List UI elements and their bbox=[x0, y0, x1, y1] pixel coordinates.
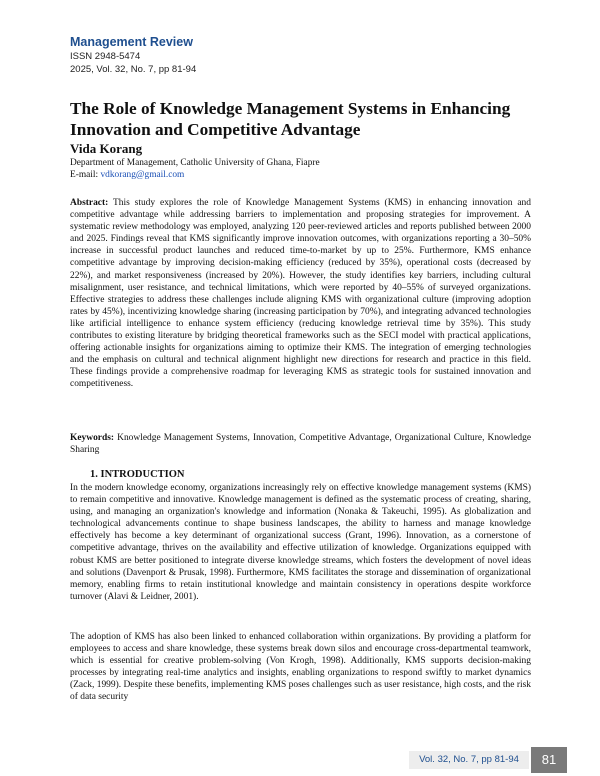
abstract-text: This study explores the role of Knowledge Management Systems (KMS) in enhancing innovation and competitive advantage while addressing barriers to implementation and proposing strategies for improvement. A systematic review methodology was employed, analyzing 120 peer-reviewed articles and reports published between 2000 and 2025. Findings reveal that KMS significantly improve innovation outcomes, with organizations reporting a 30–50% increase in successful product launches and reduced time-to-market by up to 25%. Furthermore, KMS enhance competitive advantage by improving decision-making efficiency (reduced by 35%), operational costs (decreased by 22%), and market responsiveness (increased by 20%). However, the study identifies key barriers, including cultural misalignment, user resistance, and technical limitations, which were reported by 40–55% of surveyed organizations. Effective strategies to address these challenges include aligning KMS with organizational culture (improving adoption rates by 45%), incentivizing knowledge sharing (increasing participation by 70%), and integrating advanced technologies like artificial intelligence to enhance system efficiency (reducing knowledge retrieval time by 35%). This study contributes to existing literature by bridging theoretical frameworks such as the SECI model with practical applications, offering actionable insights for organizations aiming to optimize their KMS. The integration of emerging technologies and the emphasis on cultural and technical alignment highlight new directions for research and practice in this field. These findings provide a comprehensive roadmap for leveraging KMS as strategic tools for sustained innovation and competitiveness. bbox=[70, 198, 531, 390]
keywords bbox=[70, 432, 531, 456]
journal-issue: 2025, Vol. 32, No. 7, pp 81-94 bbox=[70, 64, 197, 75]
email-link[interactable]: vdkorang@gmail.com bbox=[100, 169, 185, 180]
email-line bbox=[70, 170, 320, 182]
paper-title: The Role of Knowledge Management Systems in Enhancing Innovation and Competitive Advantage bbox=[70, 99, 511, 139]
author-affiliation bbox=[70, 158, 320, 181]
section-heading: 1. INTRODUCTION bbox=[90, 469, 185, 480]
abstract bbox=[70, 197, 531, 391]
journal-issn: ISSN 2948-5474 bbox=[70, 51, 141, 62]
intro-paragraph-2: The adoption of KMS has also been linked to enhanced collaboration within organizations. By providing a platform for employees to access and share knowledge, these systems break down silos and encourage cross-departmental teamwork, which is essential for creative problem-solving (Von Krogh, 1998). Additionally, KMS supports decision-making processes by integrating real-time analytics and insights, enabling organizations to respond swiftly to market dynamics (Zack, 1999). Despite these benefits, implementing KMS poses challenges such as user resistance, high costs, and the risk of data security bbox=[70, 632, 531, 703]
journal-header bbox=[70, 34, 196, 76]
page-number: 81 bbox=[531, 747, 567, 773]
journal-name: Management Review bbox=[70, 35, 193, 49]
footer-citation: Vol. 32, No. 7, pp 81-94 bbox=[409, 751, 529, 769]
intro-paragraph-1: In the modern knowledge economy, organizations increasingly rely on effective knowledge management systems (KMS) to remain competitive and innovative. Knowledge management is defined as the systematic process of creating, sharing, using, and managing an organization's knowledge and information (Nonaka & Takeuchi, 1995). As globalization and technological advancements continue to shape business landscapes, the ability to harness and manage knowledge effectively has become a key determinant of organizational success (Grant, 1996). Innovation, as a cornerstone of competitive advantage, thrives on the availability and effective utilization of knowledge. Organizations equipped with robust KMS are better positioned to integrate diverse knowledge streams, which fosters the development of novel ideas and solutions (Davenport & Prusak, 1998). Furthermore, KMS facilitates the storage and dissemination of organizational memory, enabling firms to retain institutional knowledge and maintain consistency in operations despite workforce turnover (Alavi & Leidner, 2001). bbox=[70, 483, 531, 602]
keywords-label: Keywords: bbox=[70, 433, 115, 443]
email-label: E-mail: bbox=[70, 169, 99, 180]
author-name: Vida Korang bbox=[70, 141, 143, 156]
affiliation-text: Department of Management, Catholic University of Ghana, Fiapre bbox=[70, 158, 320, 168]
keywords-text: Knowledge Management Systems, Innovation, Competitive Advantage, Organizational Culture, Knowledge Sharing bbox=[70, 433, 532, 456]
abstract-label: Abstract: bbox=[70, 198, 109, 208]
